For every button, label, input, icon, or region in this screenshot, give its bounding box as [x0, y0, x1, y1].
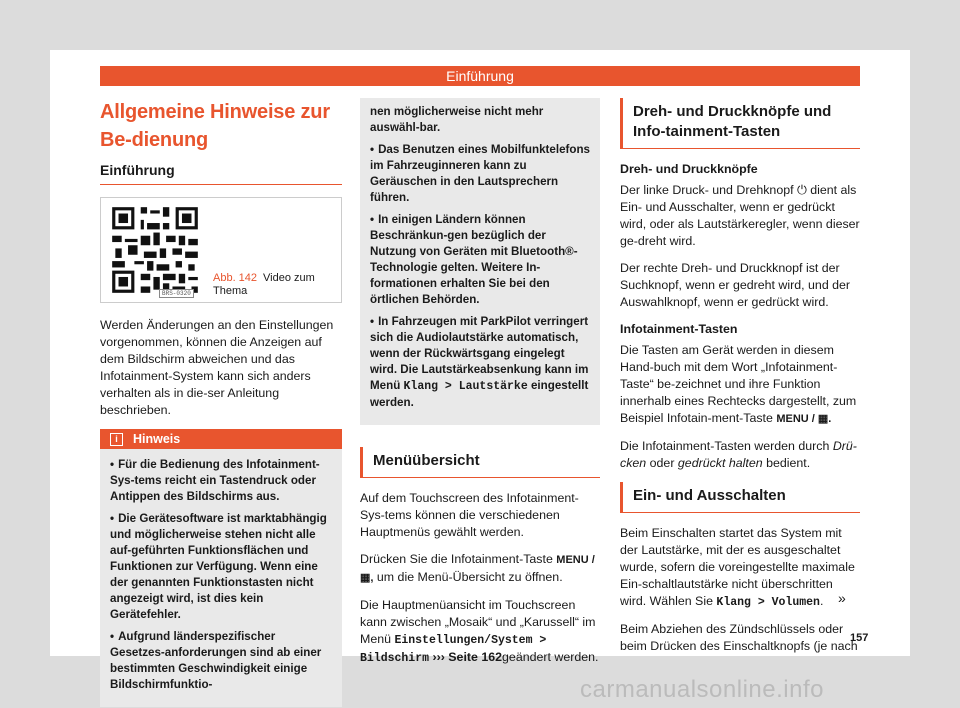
menu-key-icon: MENU / ▦, [360, 554, 595, 584]
section-title: Allgemeine Hinweise zur Be-dienung [100, 101, 330, 151]
note-heading-text: Hinweis [133, 432, 181, 446]
figure-box [100, 197, 342, 303]
subheading: Infotainment-Tasten [620, 322, 738, 336]
figure-label: Abb. 142 [213, 272, 258, 284]
paragraph: Die Tasten am Gerät werden in diesem Hand-buch mit dem Wort „Infotainment-Taste“ be-zeichnet und ihre Funktion innerhalb eines Rechtecks dargestellt, zum Beispiel Infotain-ment-Taste MENU / ▦. [620, 343, 857, 425]
paragraph: Die Infotainment-Tasten werden durch Drü-cken oder gedrückt halten bedient. [620, 439, 857, 470]
menu-path: Klang > Volumen [716, 596, 820, 609]
page-number: 157 [850, 632, 869, 644]
qr-code-icon[interactable] [109, 204, 201, 296]
note-bullet: • Für die Bedienung des Infotainment-Sys-tems reicht ein Tastendruck oder Antippen des Bildschirms aus. [110, 458, 320, 503]
menu-path: Einstellungen/System > Bildschirm [360, 634, 547, 665]
info-icon: i [110, 433, 123, 446]
note-bullet: • Aufgrund länderspezifischer Gesetzes-anforderungen sind ab einer bestimmten Geschwindigkeit einige Bildschirmfunktio- [110, 630, 322, 691]
paragraph: Beim Einschalten startet das System mit der Lautstärke, mit der es ausgeschaltet wurde, sofern die voreingestellte maximale Ein-schaltlautstärke nicht überschritten wird. Wählen Sie Klang > Volumen. [620, 526, 855, 609]
note-continuation: nen möglicherweise nicht mehr auswähl-bar. [370, 105, 544, 134]
section-heading-power: Ein- und Ausschalten [620, 482, 860, 513]
chapter-banner: Einführung [100, 66, 860, 86]
note-bullet: • In einigen Ländern können Beschränkun-gen bezüglich der Nutzung von Geräten mit Bluetooth®-Technologie gelten. Weitere In-formationen erhalten Sie bei den örtlichen Behörden. [370, 213, 578, 306]
paragraph: Drücken Sie die Infotainment-Taste MENU / ▦, um die Menü-Übersicht zu öffnen. [360, 552, 595, 584]
paragraph: Der linke Druck- und Drehknopf ⏻ dient als Ein- und Ausschalter, wenn er gedrückt wird, oder als Lautstärkeregler, wenn dieser ge-dreht wird. [620, 183, 860, 248]
subsection-heading: Einführung [100, 162, 342, 185]
watermark: carmanualsonline.info [580, 676, 824, 703]
section-heading-menu: Menüübersicht [360, 447, 600, 478]
intro-paragraph: Werden Änderungen an den Einstellungen vorgenommen, können die Anzeigen auf dem Bildschirm abweichen und das Infotainment-System kann sich anders verhalten als in die-ser Anleitung beschrieben. [100, 318, 334, 417]
figure-code: BRS-0320 [159, 289, 194, 298]
section-heading-knobs: Dreh- und Druckknöpfe und Info-tainment-Tasten [620, 98, 860, 149]
note-bullet: • Die Gerätesoftware ist marktabhängig und möglicherweise stehen nicht alle auf-geführten Funktionsflächen und Funktionen zur Verfügung. Wenn eine der genannten Funktionstasten nicht angezeigt wird, ist dies kein Gerätefehler. [110, 512, 327, 621]
note-heading [100, 429, 342, 449]
note-box [100, 429, 342, 707]
subheading: Dreh- und Druckknöpfe [620, 162, 758, 176]
paragraph: Auf dem Touchscreen des Infotainment-Sys-tems können die verschiedenen Hauptmenüs gewählt werden. [360, 491, 579, 539]
paragraph: Beim Abziehen des Zündschlüssels oder beim Drücken des Einschaltknopfs (je nach [620, 622, 858, 653]
menu-key-icon: MENU / ▦. [776, 413, 832, 425]
note-bullet: • Das Benutzen eines Mobilfunktelefons im Fahrzeuginneren kann zu Geräuschen in den Lautsprechern führen. [370, 143, 590, 204]
continue-arrow-icon: » [838, 590, 846, 606]
note-bullet: • In Fahrzeugen mit ParkPilot verringert sich die Audiolautstärke automatisch, wenn der Rückwärtsgang eingelegt wird. Die Lautstärkeabsenkung kann im Menü Klang > Lautstärke eingestellt werden. [370, 315, 589, 409]
column-3 [620, 98, 860, 665]
menu-path: Klang > Lautstärke [403, 380, 528, 393]
note-box-continued [360, 98, 600, 425]
figure-caption [213, 272, 323, 298]
page-reference-link[interactable]: ››› Seite 162 [432, 650, 503, 664]
column-2 [360, 98, 600, 677]
paragraph: Der rechte Dreh- und Druckknopf ist der Suchknopf, wenn er gedreht wird, und der Auswahlknopf, wenn er gedrückt wird. [620, 261, 851, 309]
paragraph: Die Hauptmenüansicht im Touchscreen kann zwischen „Mosaik“ und „Karussell“ im Menü Einstellungen/System > Bildschirm ››› Seite 162geändert werden. [360, 598, 599, 665]
column-1 [100, 98, 342, 707]
figure-caption-text: Video zum Thema [213, 272, 315, 297]
